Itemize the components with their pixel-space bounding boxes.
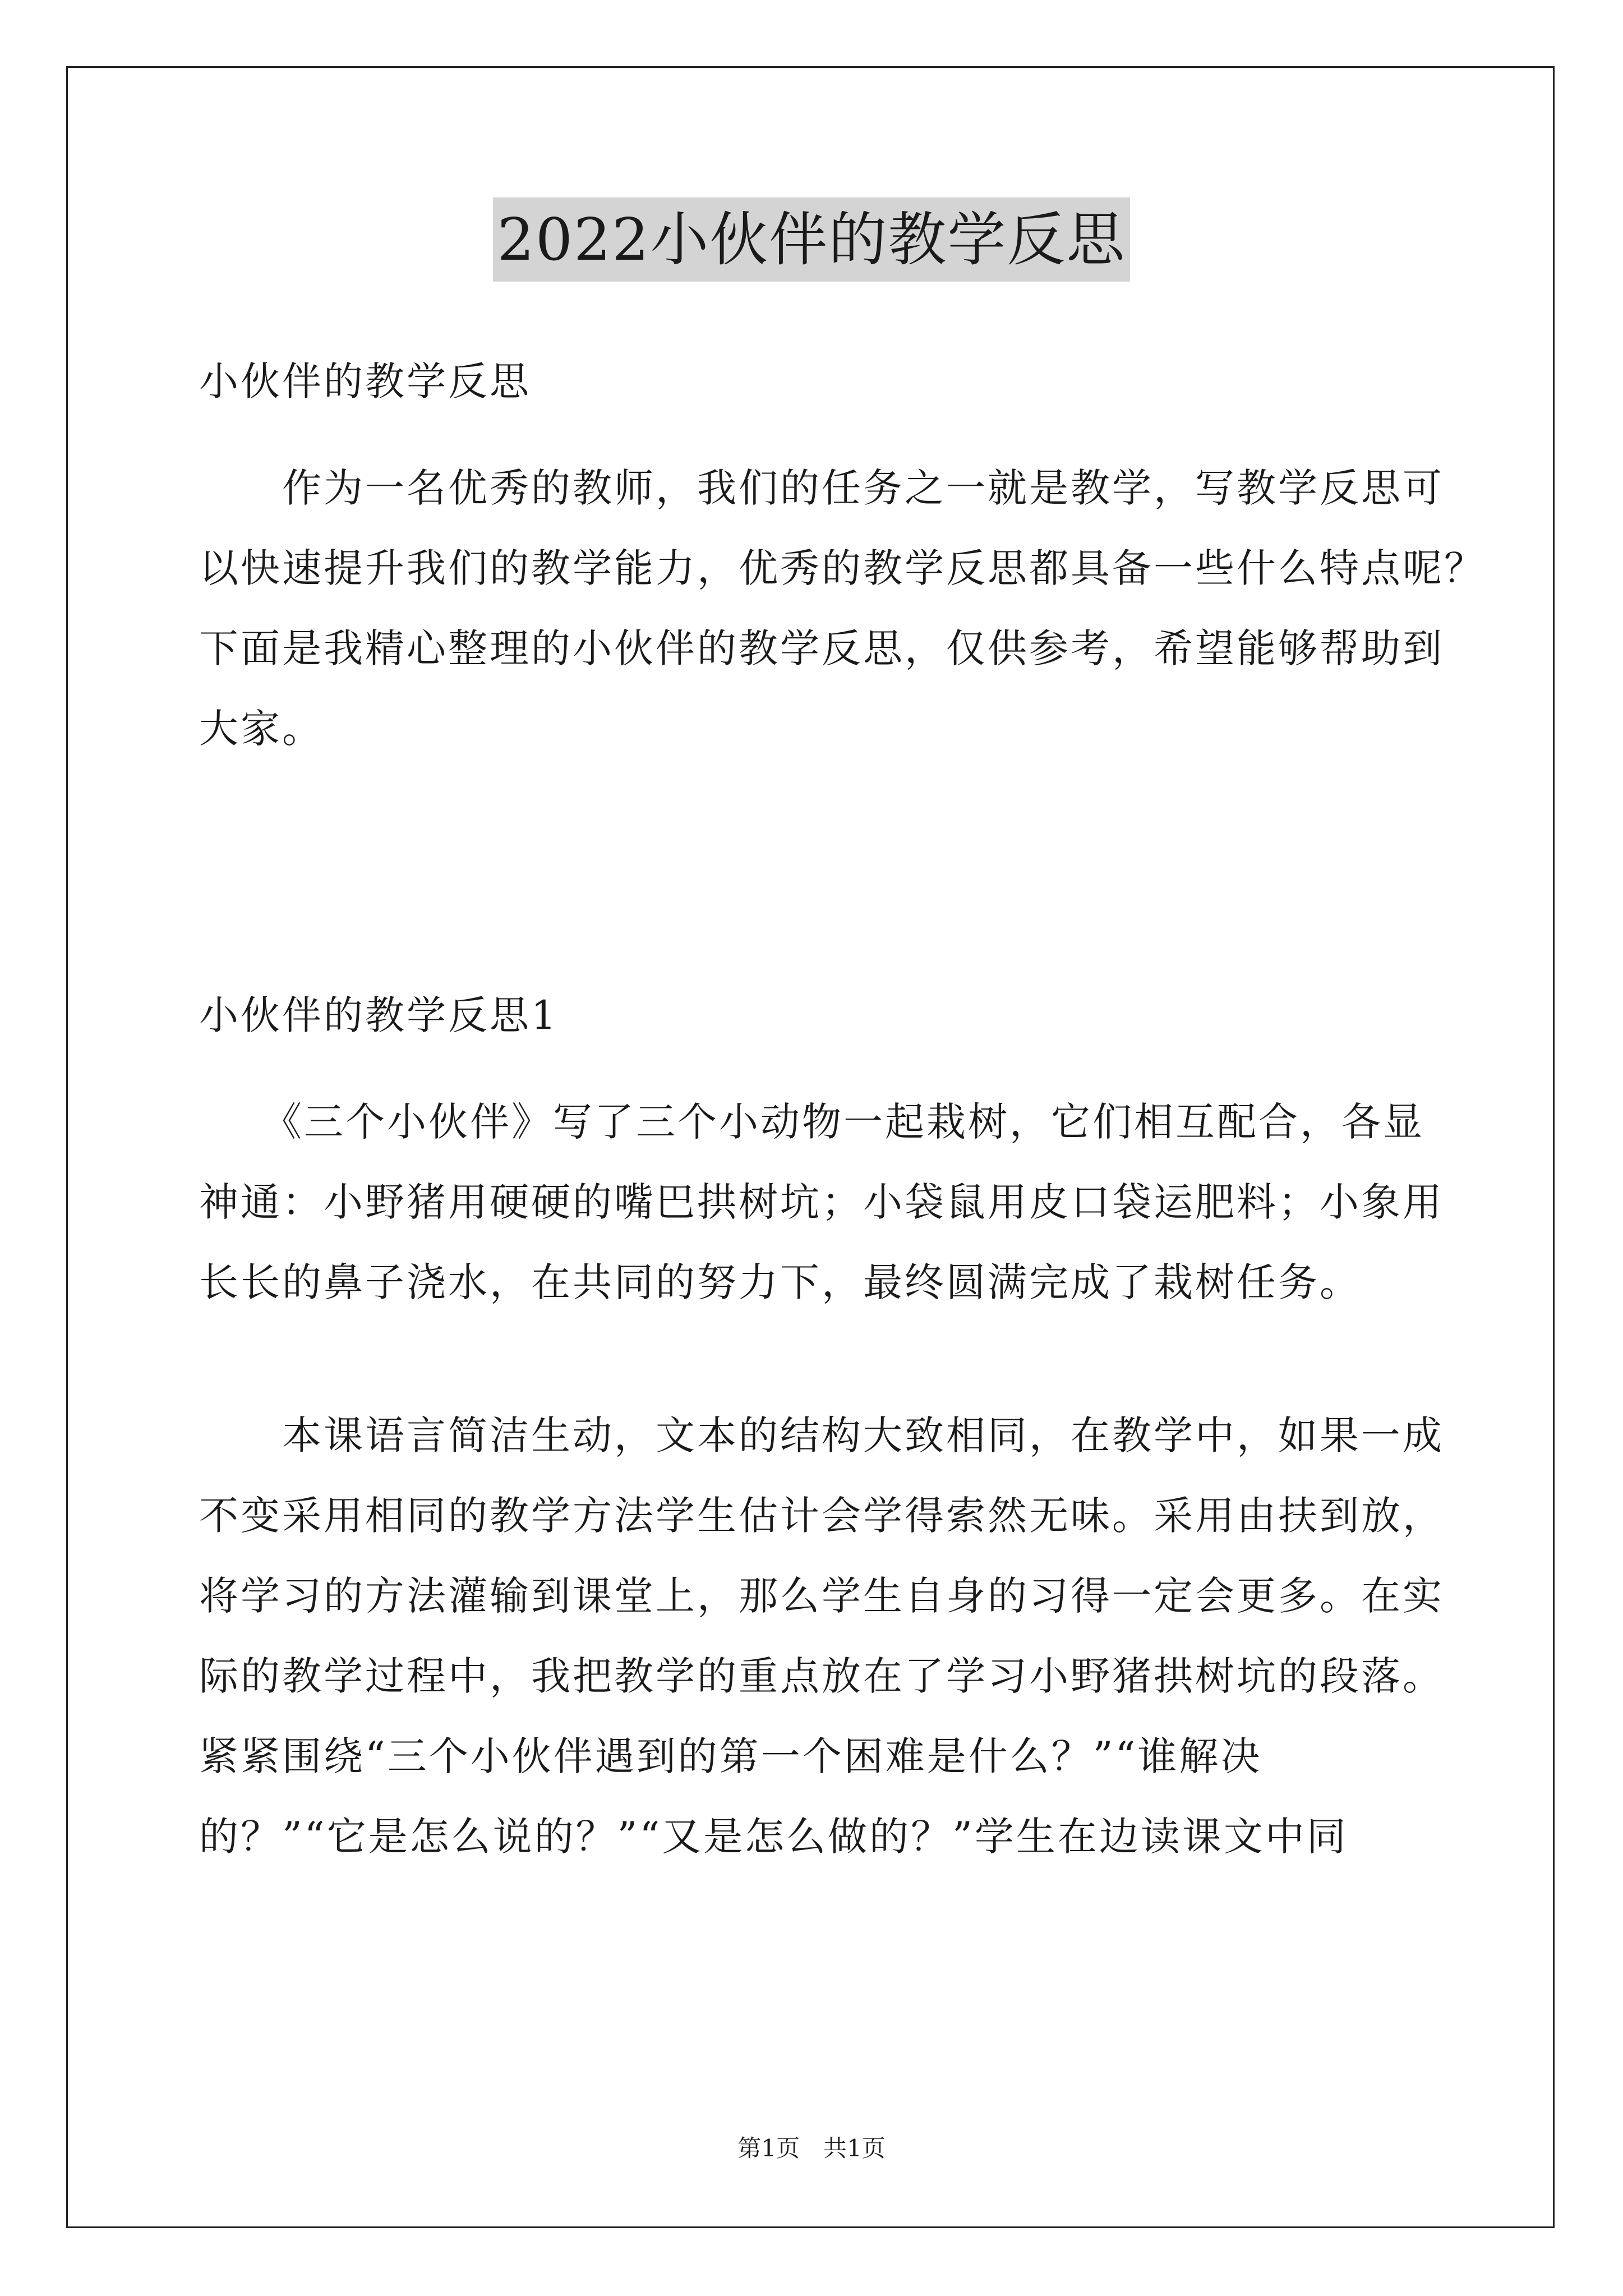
title-container: [0, 197, 1623, 282]
document-title: 2022小伙伴的教学反思: [493, 197, 1131, 282]
paragraph-line: 大家。: [199, 706, 324, 752]
page-footer: 第1页 共1页: [737, 2134, 886, 2162]
paragraph-line: 的？”“它是怎么说的？”“又是怎么做的？”学生在边读课文中同: [199, 1814, 1348, 1860]
paragraph-line: 作为一名优秀的教师，我们的任务之一就是教学，写教学反思可: [199, 465, 1444, 511]
paragraph-line: 神通：小野猪用硬硬的嘴巴拱树坑；小袋鼠用皮口袋运肥料；小象用: [199, 1179, 1444, 1225]
section-heading: 小伙伴的教学反思: [199, 358, 531, 404]
paragraph-line: 以快速提升我们的教学能力，优秀的教学反思都具备一些什么特点呢？: [199, 545, 1486, 591]
paragraph-line: 《三个小伙伴》写了三个小动物一起栽树，它们相互配合，各显: [199, 1099, 1424, 1145]
paragraph-line: 将学习的方法灌输到课堂上，那么学生自身的习得一定会更多。在实: [199, 1573, 1444, 1619]
paragraph-line: 际的教学过程中，我把教学的重点放在了学习小野猪拱树坑的段落。: [199, 1653, 1444, 1699]
paragraph-line: 不变采用相同的教学方法学生估计会学得索然无味。采用由扶到放，: [199, 1493, 1444, 1539]
paragraph-line: 下面是我精心整理的小伙伴的教学反思，仅供参考，希望能够帮助到: [199, 625, 1444, 671]
paragraph-line: 紧紧围绕“三个小伙伴遇到的第一个困难是什么？”“谁解决: [199, 1733, 1262, 1779]
section-heading: 小伙伴的教学反思1: [199, 992, 559, 1038]
paragraph-line: 长长的鼻子浇水，在共同的努力下，最终圆满完成了栽树任务。: [199, 1259, 1361, 1305]
paragraph-line: 本课语言简洁生动，文本的结构大致相同，在教学中，如果一成: [199, 1412, 1444, 1458]
